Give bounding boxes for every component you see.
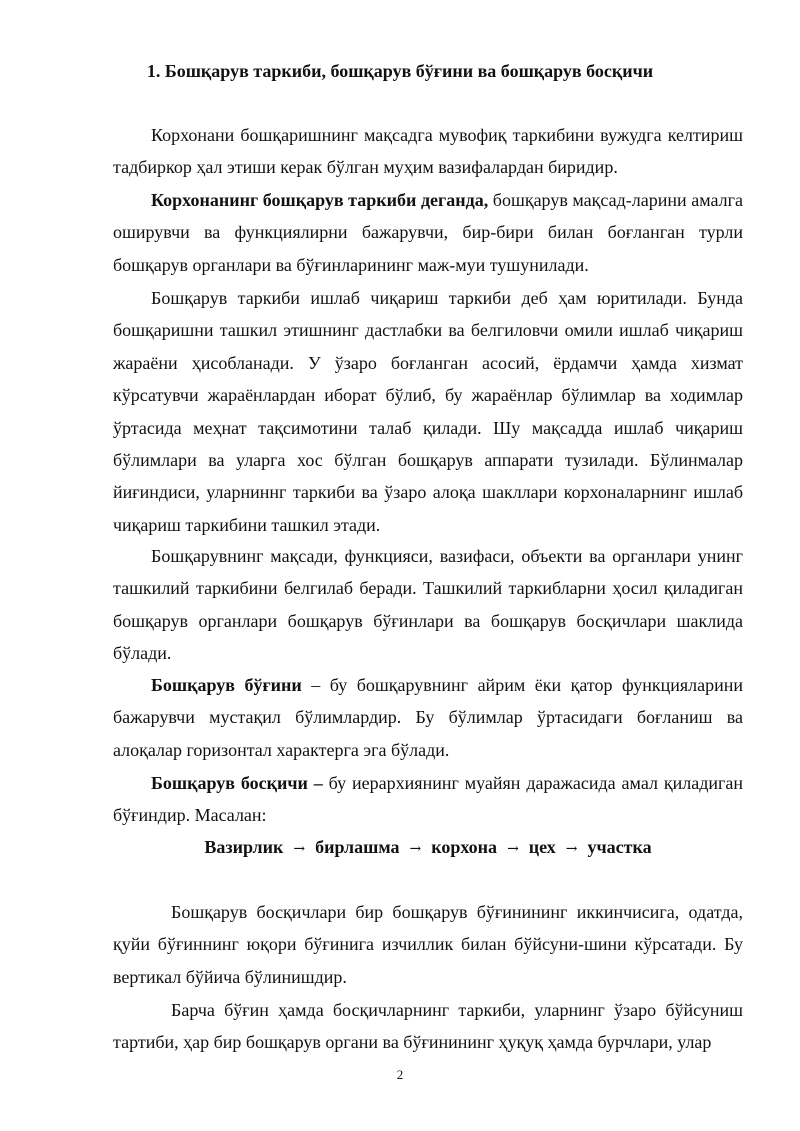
chain-item-enterprise: корхона	[431, 837, 498, 857]
paragraph-3-text: Бошқарув таркиби ишлаб чиқариш таркиби деб ҳам юритилади. Бунда бошқаришни ташкил этишнинг дастлабки ва белгиловчи омили ишлаб чиқариш жараёни ҳисобланади. У ўзаро боғланган асосий, ёрдамчи ҳамда хизмат кўрсатувчи жараёнлардан иборат бўлиб, бу жараёнлар бўлимлар ва ходимлар ўртасида меҳнат тақсимотини талаб қилади. Шу мақсадда ишлаб чиқариш бўлимлари ва уларга хос бўлган бошқарув аппарати тузилади. Бўлинмалар йиғиндиси, уларниннг таркиби ва ўзаро алоқа шакллари корхоналарнинг ишлаб чиқариш таркибини ташкил этади.	[113, 288, 743, 535]
right-arrow-icon: →	[293, 841, 306, 857]
chain-item-association: бирлашма	[315, 837, 400, 857]
paragraph-8: Барча бўғин ҳамда босқичларнинг таркиби, уларнинг ўзаро бўйсуниш тартиби, ҳар бир бошқарув органи ва бўғинининг ҳуқуқ ҳамда бурчлари, улар	[113, 1000, 743, 1053]
paragraph-1	[113, 119, 743, 184]
hierarchy-chain	[113, 832, 743, 864]
paragraph-6-bold: Бошқарув босқичи –	[151, 773, 323, 793]
paragraph-5	[113, 669, 743, 766]
paragraph-6	[113, 767, 743, 832]
paragraph-2-text: бошқарув мақсад-ларини амалга оширувчи ва функциялирни бажарувчи, бир-бири билан боғланган турли бошқарув органлари ва бўғинларининг маж-муи тушунилади.	[113, 190, 743, 275]
paragraph-7: Бошқарув босқичлари бир бошқарув бўғинининг иккинчисига, одатда, қуйи бўғиннинг юқори бўғинига изчиллик билан бўйсуни-шини кўрсатади. Бу вертикал бўйича бўлинишдир.	[113, 902, 743, 987]
paragraph-6-text: бу иерархиянинг муайян даражасида амал қиладиган бўғиндир. Масалан:	[113, 773, 743, 826]
paragraph-4	[113, 540, 743, 670]
page-number: 2	[396, 1067, 404, 1082]
paragraph-5-bold: Бошқарув бўғини	[151, 675, 302, 695]
right-arrow-icon: →	[409, 841, 422, 857]
right-arrow-icon: →	[507, 841, 519, 857]
chain-item-workshop: цех	[528, 837, 556, 857]
paragraph-2-bold: Корхонанинг бошқарув таркиби деганда,	[151, 190, 489, 210]
chain-item-section: участка	[587, 837, 652, 857]
paragraph-3	[113, 282, 743, 541]
paragraph-2	[113, 184, 743, 281]
section-title: 1. Бошқарув таркиби, бошқарув бўғини ва бошқарув босқичи	[146, 61, 654, 81]
right-arrow-icon: →	[565, 841, 578, 857]
paragraph-5-text: – бу бошқарувнинг айрим ёки қатор функцияларини бажарувчи мустақил бўлимлардир. Бу бўлимлар ўртасидаги боғланиш ва алоқалар горизонтал характерга эга бўлади.	[113, 675, 744, 760]
paragraph-4-text: Бошқарувнинг мақсади, функцияси, вазифаси, объекти ва органлари унинг ташкилий таркибини белгилаб беради. Ташкилий таркибларни ҳосил қиладиган бошқарув органлари бошқарув бўғинлари ва бошқарув босқичлари шаклида бўлади.	[113, 546, 743, 664]
chain-item-ministry: Вазирлик	[204, 837, 284, 857]
paragraph-1-text: Корхонани бошқаришнинг мақсадга мувофиқ таркибини вужудга келтириш тадбиркор ҳал этиши керак бўлган муҳим вазифалардан биридир.	[113, 125, 743, 178]
